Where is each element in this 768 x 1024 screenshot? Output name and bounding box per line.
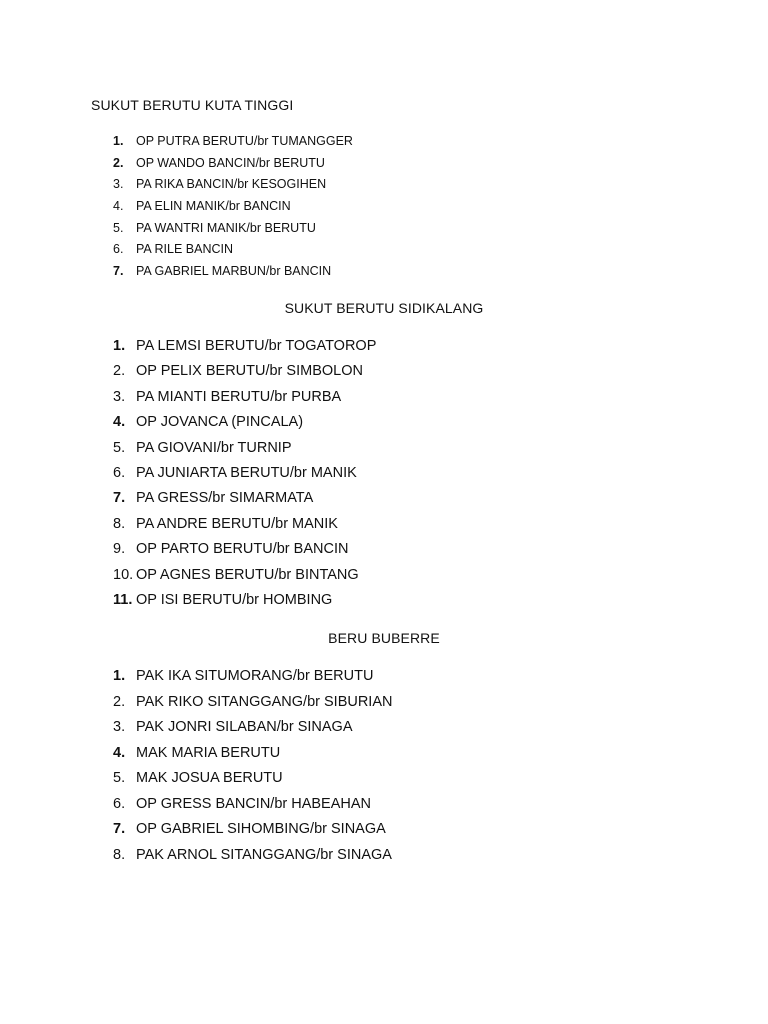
item-text: PA JUNIARTA BERUTU/br MANIK <box>136 464 357 481</box>
item-number: 4. <box>113 744 126 761</box>
item-number: 6. <box>113 795 126 812</box>
section-title-sidikalang: SUKUT BERUTU SIDIKALANG <box>284 300 484 316</box>
item-number: 11. <box>113 591 133 608</box>
item-number: 1. <box>113 668 126 684</box>
item-text: PA ELIN MANIK/br BANCIN <box>136 199 291 214</box>
item-text: PA ANDRE BERUTU/br MANIK <box>136 515 338 532</box>
item-number: 1. <box>113 338 126 354</box>
item-number: 9. <box>113 541 126 558</box>
item-number: 6. <box>113 242 124 257</box>
item-text: PAK ARNOL SITANGGANG/br SINAGA <box>136 846 392 863</box>
item-text: PA WANTRI MANIK/br BERUTU <box>136 220 316 235</box>
item-number: 7. <box>113 821 126 837</box>
item-text: OP PARTO BERUTU/br BANCIN <box>136 541 349 558</box>
item-text: OP JOVANCA (PINCALA) <box>136 414 304 431</box>
item-text: MAK JOSUA BERUTU <box>136 770 283 786</box>
item-text: OP WANDO BANCIN/br BERUTU <box>136 155 325 170</box>
section-title-kuta-tinggi: SUKUT BERUTU KUTA TINGGI <box>91 97 294 113</box>
item-text: PA GRESS/br SIMARMATA <box>136 490 314 507</box>
item-text: PAK RIKO SITANGGANG/br SIBURIAN <box>136 693 393 710</box>
item-text: OP ISI BERUTU/br HOMBING <box>136 591 333 608</box>
item-number: 2. <box>113 363 126 380</box>
item-number: 1. <box>113 134 124 148</box>
item-number: 8. <box>113 515 126 532</box>
item-text: PA GIOVANI/br TURNIP <box>136 439 292 456</box>
section-title-beru-buberre: BERU BUBERRE <box>328 630 440 646</box>
item-text: OP GABRIEL SIHOMBING/br SINAGA <box>136 821 386 837</box>
item-number: 8. <box>113 846 126 863</box>
item-number: 3. <box>113 388 126 405</box>
item-number: 5. <box>113 770 126 786</box>
item-text: MAK MARIA BERUTU <box>136 744 281 761</box>
item-number: 5. <box>113 439 126 456</box>
item-number: 3. <box>113 177 124 192</box>
item-text: PAK IKA SITUMORANG/br BERUTU <box>136 668 374 684</box>
item-text: PAK JONRI SILABAN/br SINAGA <box>136 719 353 735</box>
item-number: 4. <box>113 199 124 214</box>
item-number: 2. <box>113 693 126 710</box>
item-number: 7. <box>113 264 124 279</box>
item-number: 2. <box>113 155 124 170</box>
item-text: PA LEMSI BERUTU/br TOGATOROP <box>136 338 377 354</box>
item-text: OP AGNES BERUTU/br BINTANG <box>136 566 359 583</box>
item-number: 6. <box>113 464 126 481</box>
item-number: 7. <box>113 490 126 507</box>
item-text: PA RIKA BANCIN/br KESOGIHEN <box>136 177 327 192</box>
item-text: OP PUTRA BERUTU/br TUMANGGER <box>136 134 353 148</box>
item-text: PA GABRIEL MARBUN/br BANCIN <box>136 264 332 279</box>
item-text: PA RILE BANCIN <box>136 242 234 257</box>
item-text: OP GRESS BANCIN/br HABEAHAN <box>136 795 372 812</box>
item-number: 4. <box>113 414 126 431</box>
item-number: 3. <box>113 719 126 735</box>
item-number: 5. <box>113 220 124 235</box>
item-text: PA MIANTI BERUTU/br PURBA <box>136 388 342 405</box>
item-text: OP PELIX BERUTU/br SIMBOLON <box>136 363 363 380</box>
item-number: 10. <box>113 566 134 583</box>
